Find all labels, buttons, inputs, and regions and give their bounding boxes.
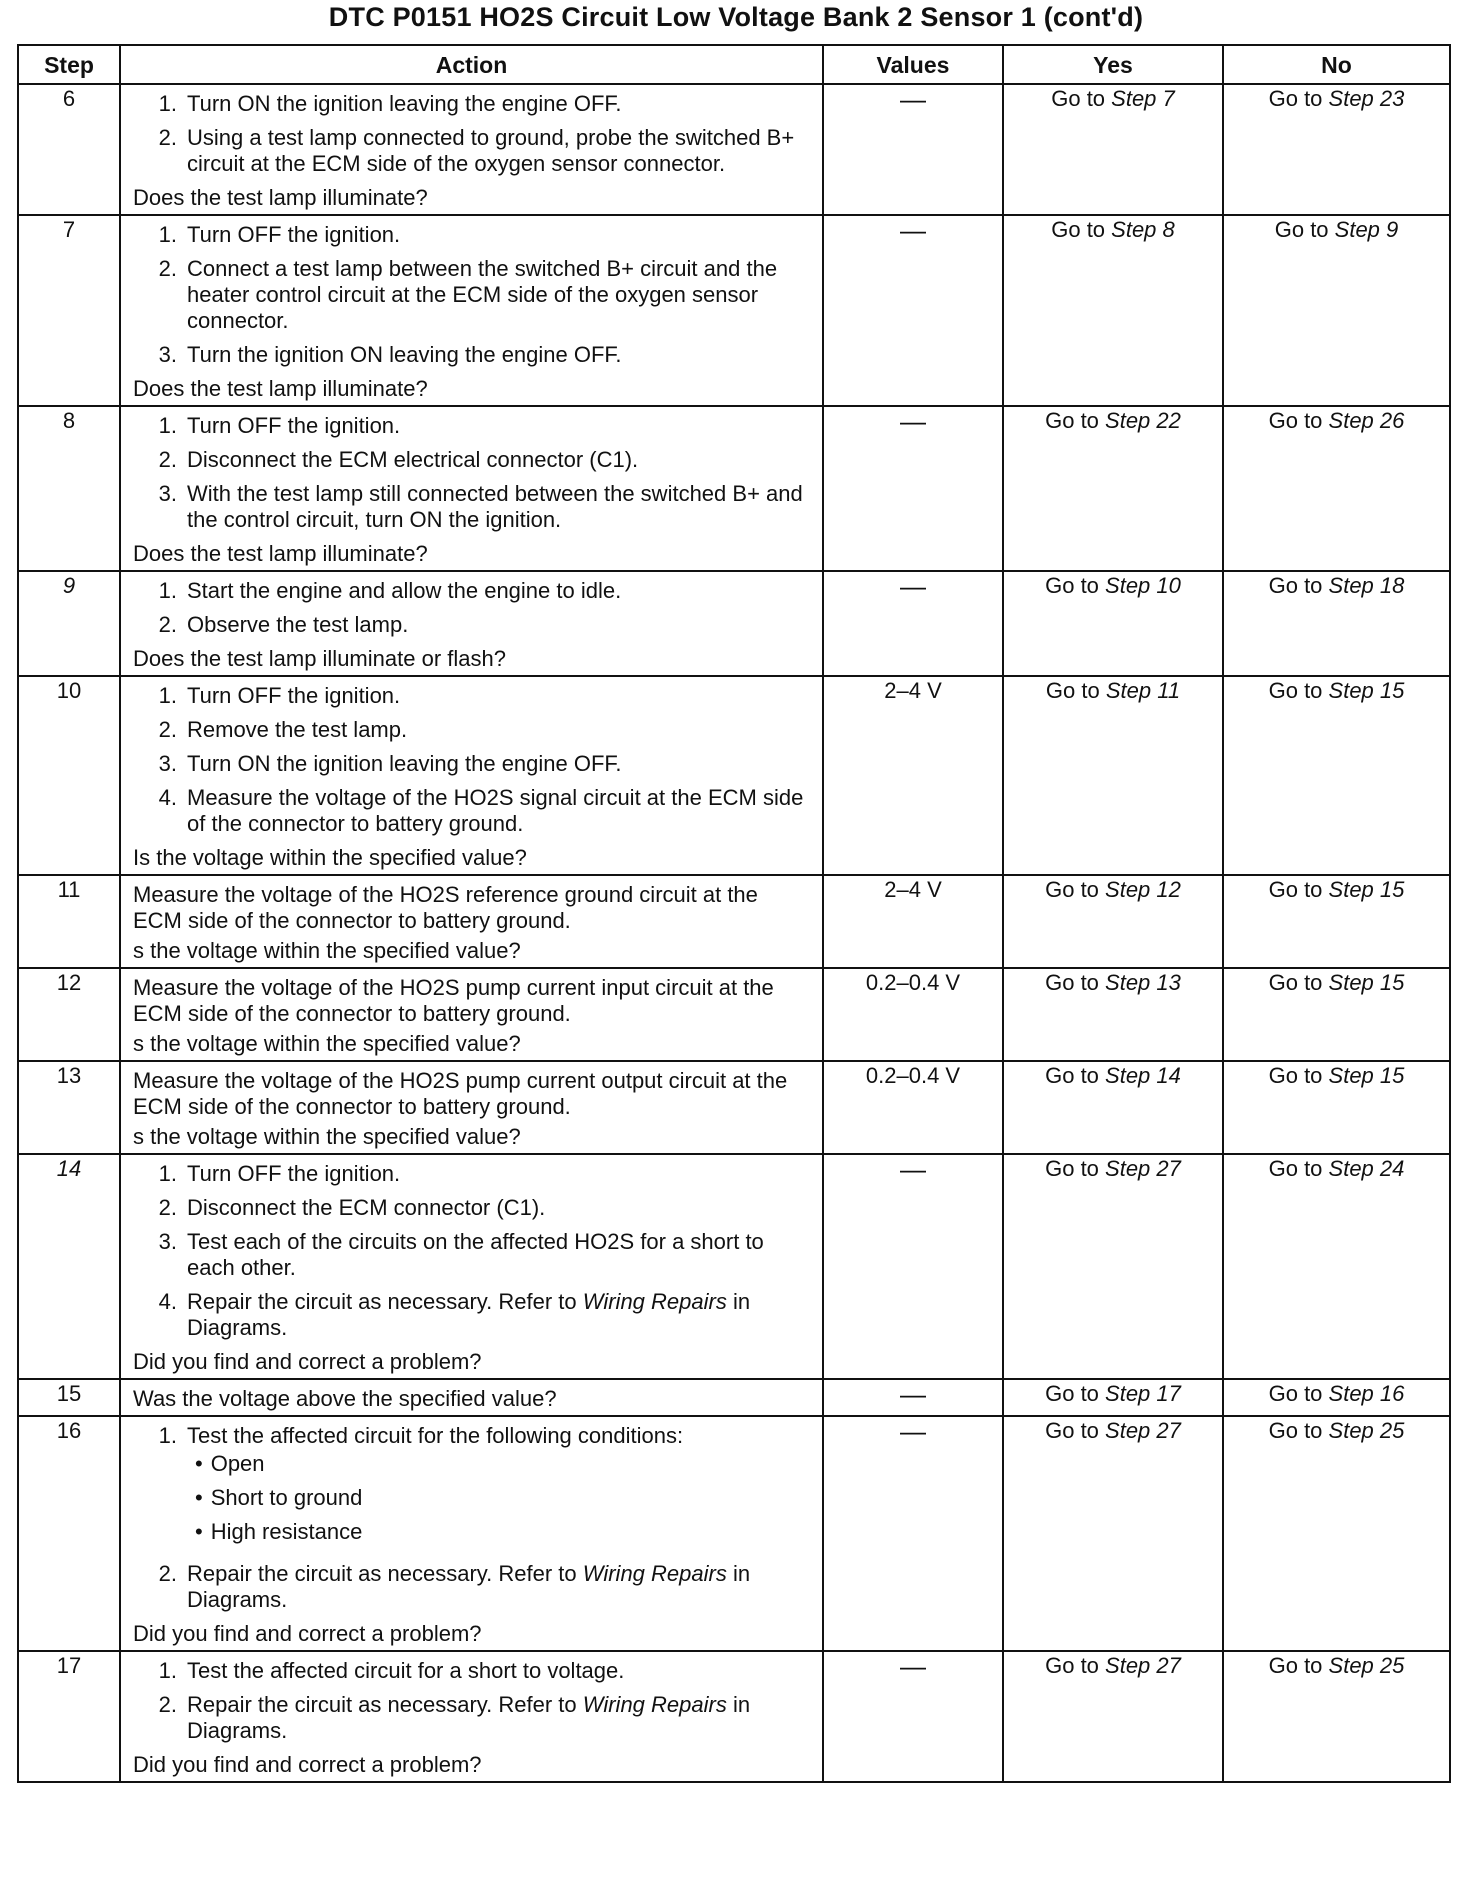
step-reference: Step 15 — [1328, 678, 1405, 703]
step-reference: Step 9 — [1334, 217, 1399, 242]
step-number: 15 — [18, 1379, 120, 1416]
step-reference: Step 27 — [1105, 1156, 1181, 1181]
action-question: Does the test lamp illuminate or flash? — [133, 646, 506, 671]
action-steps-list — [133, 1423, 812, 1613]
table-row — [18, 406, 1450, 571]
value-dash: — — [900, 215, 926, 245]
table-row — [18, 676, 1450, 875]
action-steps-list — [133, 683, 812, 837]
step-reference: Step 27 — [1105, 1653, 1181, 1678]
action-steps-list — [133, 91, 812, 177]
action-question: Did you find and correct a problem? — [133, 1349, 482, 1374]
action-cell — [120, 84, 823, 215]
yes-goto: Go to Step 10 — [1003, 571, 1223, 676]
action-step-text: Turn OFF the ignition. — [187, 413, 401, 438]
condition-item: • Open — [195, 1451, 812, 1477]
action-step-number: 3. — [158, 481, 177, 506]
action-step — [133, 785, 812, 837]
action-cell — [120, 676, 823, 875]
action-step-text: Repair the circuit as necessary. Refer to Wiring Repairs in Diagrams. — [187, 1289, 751, 1340]
step-reference: Step 15 — [1328, 1063, 1405, 1088]
action-step-text: Observe the test lamp. — [187, 612, 409, 637]
yes-goto: Go to Step 7 — [1003, 84, 1223, 215]
value-dash: — — [900, 1154, 926, 1184]
header-step: Step — [18, 45, 120, 84]
action-step — [133, 256, 812, 334]
step-reference: Step 7 — [1111, 86, 1175, 111]
table-row — [18, 1651, 1450, 1782]
action-step — [133, 1289, 812, 1341]
action-cell — [120, 1416, 823, 1651]
value-cell — [823, 84, 1003, 215]
yes-goto: Go to Step 14 — [1003, 1061, 1223, 1154]
value-cell: 2–4 V — [823, 676, 1003, 875]
action-step — [133, 1161, 812, 1187]
action-step — [133, 342, 812, 368]
reference-link-text: Wiring Repairs — [582, 1561, 727, 1586]
yes-goto: Go to Step 22 — [1003, 406, 1223, 571]
no-goto: Go to Step 25 — [1223, 1651, 1450, 1782]
step-reference: Step 22 — [1105, 408, 1181, 433]
value-cell — [823, 1651, 1003, 1782]
action-step-text: Test the affected circuit for a short to voltage. — [187, 1658, 625, 1683]
action-step — [133, 1692, 812, 1744]
no-goto: Go to Step 16 — [1223, 1379, 1450, 1416]
action-step — [133, 481, 812, 533]
step-number: 8 — [18, 406, 120, 571]
value-cell — [823, 1154, 1003, 1379]
action-step — [133, 447, 812, 473]
table-row — [18, 968, 1450, 1061]
step-reference: Step 16 — [1328, 1381, 1405, 1406]
action-step — [133, 1561, 812, 1613]
value-dash: — — [900, 1379, 926, 1409]
action-text: Measure the voltage of the HO2S pump current output circuit at the ECM side of the connector to battery ground. — [133, 1068, 788, 1119]
action-question: Did you find and correct a problem? — [133, 1621, 482, 1646]
step-number: 13 — [18, 1061, 120, 1154]
step-reference: Step 8 — [1111, 217, 1175, 242]
action-step — [133, 683, 812, 709]
action-question: Does the test lamp illuminate? — [133, 185, 428, 210]
action-step-number: 2. — [158, 1561, 177, 1586]
action-step — [133, 1658, 812, 1684]
action-step-number: 2. — [158, 125, 177, 150]
action-text: Measure the voltage of the HO2S reference ground circuit at the ECM side of the connector to battery ground. — [133, 882, 758, 933]
yes-goto: Go to Step 17 — [1003, 1379, 1223, 1416]
no-goto: Go to Step 23 — [1223, 84, 1450, 215]
action-step-text: Remove the test lamp. — [187, 717, 408, 742]
action-question: s the voltage within the specified value? — [133, 1124, 521, 1149]
action-step-number: 1. — [158, 1161, 177, 1186]
value-cell: 2–4 V — [823, 875, 1003, 968]
value-dash: — — [900, 406, 926, 436]
action-steps-list — [133, 578, 812, 638]
step-reference: Step 25 — [1328, 1418, 1405, 1443]
page-title: DTC P0151 HO2S Circuit Low Voltage Bank 2 Sensor 1 (cont'd) — [328, 2, 1144, 32]
action-step-number: 1. — [158, 1658, 177, 1683]
yes-goto: Go to Step 27 — [1003, 1416, 1223, 1651]
diagnostic-table — [17, 44, 1451, 1783]
table-row — [18, 571, 1450, 676]
action-step — [133, 413, 812, 439]
table-row — [18, 1416, 1450, 1651]
action-step-text: Measure the voltage of the HO2S signal circuit at the ECM side of the connector to battery ground. — [187, 785, 804, 836]
reference-link-text: Wiring Repairs — [582, 1692, 727, 1717]
action-steps-list — [133, 1658, 812, 1744]
action-step — [133, 717, 812, 743]
step-reference: Step 26 — [1328, 408, 1405, 433]
action-step — [133, 578, 812, 604]
action-step-number: 1. — [158, 1423, 177, 1448]
action-step-number: 1. — [158, 91, 177, 116]
action-step — [133, 1195, 812, 1221]
no-goto: Go to Step 9 — [1223, 215, 1450, 406]
action-step-number: 2. — [158, 612, 177, 637]
action-step — [133, 222, 812, 248]
value-cell — [823, 571, 1003, 676]
action-question: Does the test lamp illuminate? — [133, 376, 428, 401]
table-row — [18, 1061, 1450, 1154]
action-step-number: 3. — [158, 342, 177, 367]
action-step-text: Turn ON the ignition leaving the engine OFF. — [187, 91, 622, 116]
value-cell: 0.2–0.4 V — [823, 1061, 1003, 1154]
action-question: Is the voltage within the specified value? — [133, 845, 527, 870]
table-body — [18, 84, 1450, 1782]
value-cell: 0.2–0.4 V — [823, 968, 1003, 1061]
yes-goto: Go to Step 27 — [1003, 1154, 1223, 1379]
action-step-text: Start the engine and allow the engine to idle. — [187, 578, 622, 603]
value-dash: — — [900, 1651, 926, 1681]
step-reference: Step 15 — [1328, 877, 1405, 902]
action-step-text: Using a test lamp connected to ground, probe the switched B+ circuit at the ECM side of the oxygen sensor connector. — [187, 125, 795, 176]
action-step-text: Turn the ignition ON leaving the engine OFF. — [187, 342, 622, 367]
step-number: 11 — [18, 875, 120, 968]
value-dash: — — [900, 84, 926, 114]
header-yes: Yes — [1003, 45, 1223, 84]
action-step-number: 2. — [158, 1692, 177, 1717]
value-cell — [823, 1379, 1003, 1416]
action-step — [133, 91, 812, 117]
yes-goto: Go to Step 27 — [1003, 1651, 1223, 1782]
action-cell — [120, 968, 823, 1061]
action-question: s the voltage within the specified value? — [133, 1031, 521, 1056]
value-cell — [823, 1416, 1003, 1651]
no-goto: Go to Step 18 — [1223, 571, 1450, 676]
action-step-number: 4. — [158, 1289, 177, 1314]
action-step-text: Turn OFF the ignition. — [187, 683, 401, 708]
step-number: 6 — [18, 84, 120, 215]
action-step — [133, 125, 812, 177]
condition-item: • High resistance — [195, 1519, 812, 1545]
action-step-text: With the test lamp still connected between the switched B+ and the control circuit, turn ON the ignition. — [187, 481, 803, 532]
action-steps-list — [133, 222, 812, 368]
value-dash: — — [900, 571, 926, 601]
value-cell — [823, 215, 1003, 406]
yes-goto: Go to Step 8 — [1003, 215, 1223, 406]
no-goto: Go to Step 26 — [1223, 406, 1450, 571]
action-cell — [120, 875, 823, 968]
reference-link-text: Wiring Repairs — [582, 1289, 727, 1314]
header-action: Action — [120, 45, 823, 84]
value-dash: — — [900, 1416, 926, 1446]
action-step-text: Repair the circuit as necessary. Refer to Wiring Repairs in Diagrams. — [187, 1561, 751, 1612]
action-step-number: 2. — [158, 256, 177, 281]
action-step-number: 2. — [158, 1195, 177, 1220]
action-cell — [120, 215, 823, 406]
action-step-text: Turn OFF the ignition. — [187, 222, 401, 247]
table-header-row — [18, 45, 1450, 84]
step-number: 14 — [18, 1154, 120, 1379]
table-row — [18, 84, 1450, 215]
table-row — [18, 215, 1450, 406]
action-step-text: Disconnect the ECM connector (C1). — [187, 1195, 546, 1220]
no-goto: Go to Step 15 — [1223, 1061, 1450, 1154]
action-cell — [120, 1061, 823, 1154]
action-step-number: 1. — [158, 683, 177, 708]
action-steps-list — [133, 1161, 812, 1341]
no-goto: Go to Step 15 — [1223, 676, 1450, 875]
step-reference: Step 25 — [1328, 1653, 1405, 1678]
step-reference: Step 11 — [1105, 678, 1181, 703]
condition-item: • Short to ground — [195, 1485, 812, 1511]
yes-goto: Go to Step 12 — [1003, 875, 1223, 968]
action-question: Was the voltage above the specified value? — [133, 1386, 557, 1411]
step-number: 9 — [18, 571, 120, 676]
action-step-number: 1. — [158, 578, 177, 603]
action-cell — [120, 1154, 823, 1379]
header-no: No — [1223, 45, 1450, 84]
step-reference: Step 10 — [1105, 573, 1181, 598]
action-step-number: 2. — [158, 447, 177, 472]
action-question: Does the test lamp illuminate? — [133, 541, 428, 566]
no-goto: Go to Step 15 — [1223, 875, 1450, 968]
action-step-text: Test each of the circuits on the affected HO2S for a short to each other. — [187, 1229, 764, 1280]
action-step-text: Turn OFF the ignition. — [187, 1161, 401, 1186]
action-question: s the voltage within the specified value? — [133, 938, 521, 963]
action-cell — [120, 1651, 823, 1782]
table-row — [18, 875, 1450, 968]
yes-goto: Go to Step 13 — [1003, 968, 1223, 1061]
step-number: 12 — [18, 968, 120, 1061]
step-number: 17 — [18, 1651, 120, 1782]
step-reference: Step 18 — [1328, 573, 1405, 598]
action-step-number: 1. — [158, 222, 177, 247]
table-row — [18, 1154, 1450, 1379]
action-step — [133, 1423, 812, 1553]
step-reference: Step 12 — [1105, 877, 1181, 902]
action-step-text: Turn ON the ignition leaving the engine OFF. — [187, 751, 622, 776]
header-values: Values — [823, 45, 1003, 84]
step-reference: Step 14 — [1105, 1063, 1181, 1088]
condition-list — [187, 1451, 812, 1545]
step-number: 7 — [18, 215, 120, 406]
step-reference: Step 23 — [1328, 86, 1405, 111]
no-goto: Go to Step 15 — [1223, 968, 1450, 1061]
action-question: Did you find and correct a problem? — [133, 1752, 482, 1777]
action-step-number: 3. — [158, 1229, 177, 1254]
action-step — [133, 612, 812, 638]
action-step-number: 1. — [158, 413, 177, 438]
action-step — [133, 1229, 812, 1281]
action-step-text: Connect a test lamp between the switched B+ circuit and the heater control circuit at the ECM side of the oxygen sensor connector. — [187, 256, 778, 333]
no-goto: Go to Step 25 — [1223, 1416, 1450, 1651]
table-row — [18, 1379, 1450, 1416]
action-step — [133, 751, 812, 777]
action-steps-list — [133, 413, 812, 533]
action-cell — [120, 1379, 823, 1416]
step-number: 10 — [18, 676, 120, 875]
action-step-number: 3. — [158, 751, 177, 776]
step-reference: Step 13 — [1105, 970, 1181, 995]
step-reference: Step 17 — [1105, 1381, 1181, 1406]
action-step-text: Disconnect the ECM electrical connector (C1). — [187, 447, 639, 472]
step-reference: Step 24 — [1328, 1156, 1405, 1181]
action-text: Measure the voltage of the HO2S pump current input circuit at the ECM side of the connector to battery ground. — [133, 975, 774, 1026]
action-cell — [120, 406, 823, 571]
action-step-number: 2. — [158, 717, 177, 742]
action-step-text: Repair the circuit as necessary. Refer to Wiring Repairs in Diagrams. — [187, 1692, 751, 1743]
yes-goto: Go to Step 11 — [1003, 676, 1223, 875]
step-reference: Step 27 — [1105, 1418, 1181, 1443]
action-cell — [120, 571, 823, 676]
action-step-number: 4. — [158, 785, 177, 810]
step-number: 16 — [18, 1416, 120, 1651]
step-reference: Step 15 — [1328, 970, 1405, 995]
value-cell — [823, 406, 1003, 571]
no-goto: Go to Step 24 — [1223, 1154, 1450, 1379]
action-step-text: Test the affected circuit for the following conditions: • Open • Short to ground • High resistance — [187, 1423, 812, 1553]
